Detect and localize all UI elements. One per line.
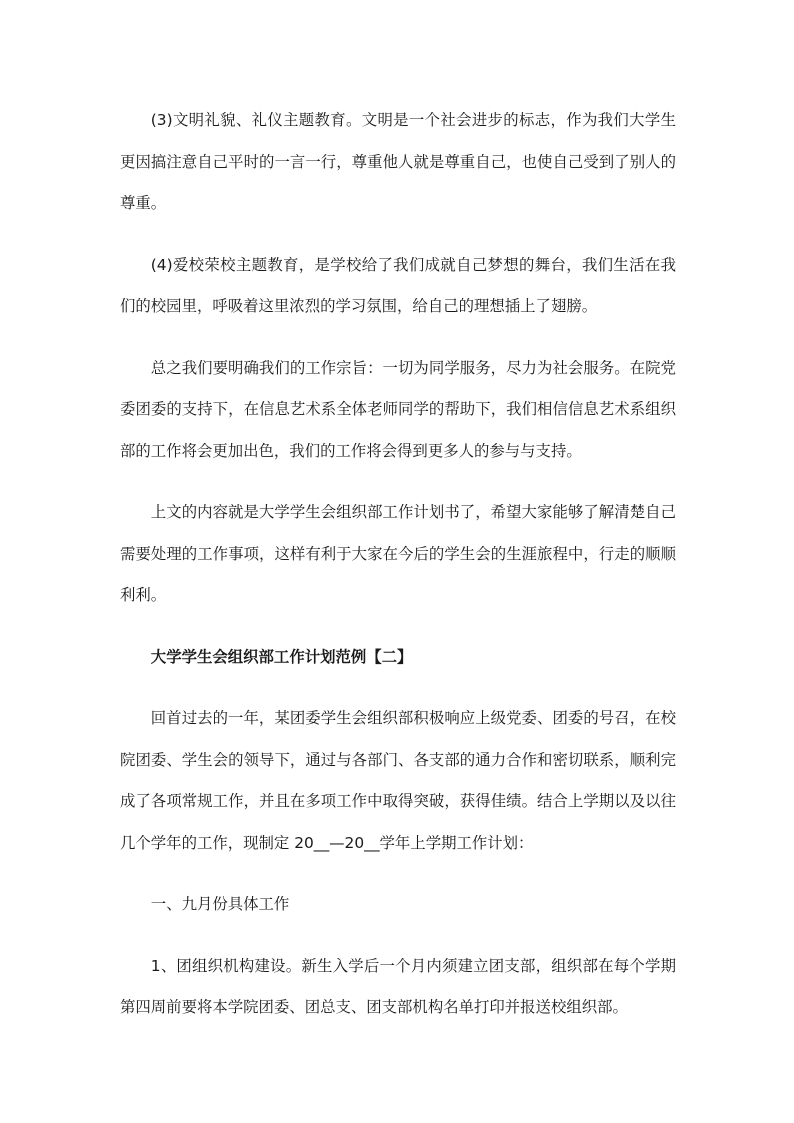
paragraph-gap bbox=[120, 678, 676, 698]
section-heading: 大学学生会组织部工作计划范例【二】 bbox=[150, 647, 413, 666]
paragraph-etiquette-education: (3)文明礼貌、礼仪主题教育。文明是一个社会进步的标志，作为我们大学生更因搞注意自己平时的一言一行，尊重他人就是尊重自己，也使自己受到了别人的尊重。 bbox=[120, 111, 676, 212]
paragraph-review: 回首过去的一年，某团委学生会组织部积极响应上级党委、团委的号召，在校院团委、学生会的领导下，通过与各部门、各支部的通力合作和密切联系，顺利完成了各项常规工作，并且在多项工作中取得突破，获得佳绩。结合上学期以及以往几个学年的工作，现制定 20__—20__学年上学期工作计划： bbox=[120, 709, 676, 852]
paragraph-gap bbox=[120, 472, 676, 492]
paragraph-summary: 上文的内容就是大学学生会组织部工作计划书了，希望大家能够了解清楚自己需要处理的工作事项，这样有利于大家在今后的学生会的生涯旅程中，行走的顺顺利利。 bbox=[120, 503, 676, 604]
paragraph-gap bbox=[120, 617, 676, 637]
paragraph-gap bbox=[120, 225, 676, 245]
paragraph-gap bbox=[120, 926, 676, 946]
paragraph-organization-building: 1、团组织机构建设。新生入学后一个月内须建立团支部，组织部在每个学期第四周前要将本学院团委、团总支、团支部机构名单打印并报送校组织部。 bbox=[120, 956, 676, 1016]
document-body bbox=[120, 100, 676, 1029]
paragraph-gap bbox=[120, 864, 676, 884]
paragraph-work-purpose: 总之我们要明确我们的工作宗旨：一切为同学服务，尽力为社会服务。在院党委团委的支持下，在信息艺术系全体老师同学的帮助下，我们相信信息艺术系组织部的工作将会更加出色，我们的工作将会得到更多人的参与与支持。 bbox=[120, 358, 676, 460]
paragraph-gap bbox=[120, 328, 676, 348]
paragraph-september-title: 一、九月份具体工作 bbox=[150, 895, 290, 913]
paragraph-school-love-education: (4)爱校荣校主题教育，是学校给了我们成就自己梦想的舞台，我们生活在我们的校园里，呼吸着这里浓烈的学习氛围，给自己的理想插上了翅膀。 bbox=[120, 255, 676, 315]
